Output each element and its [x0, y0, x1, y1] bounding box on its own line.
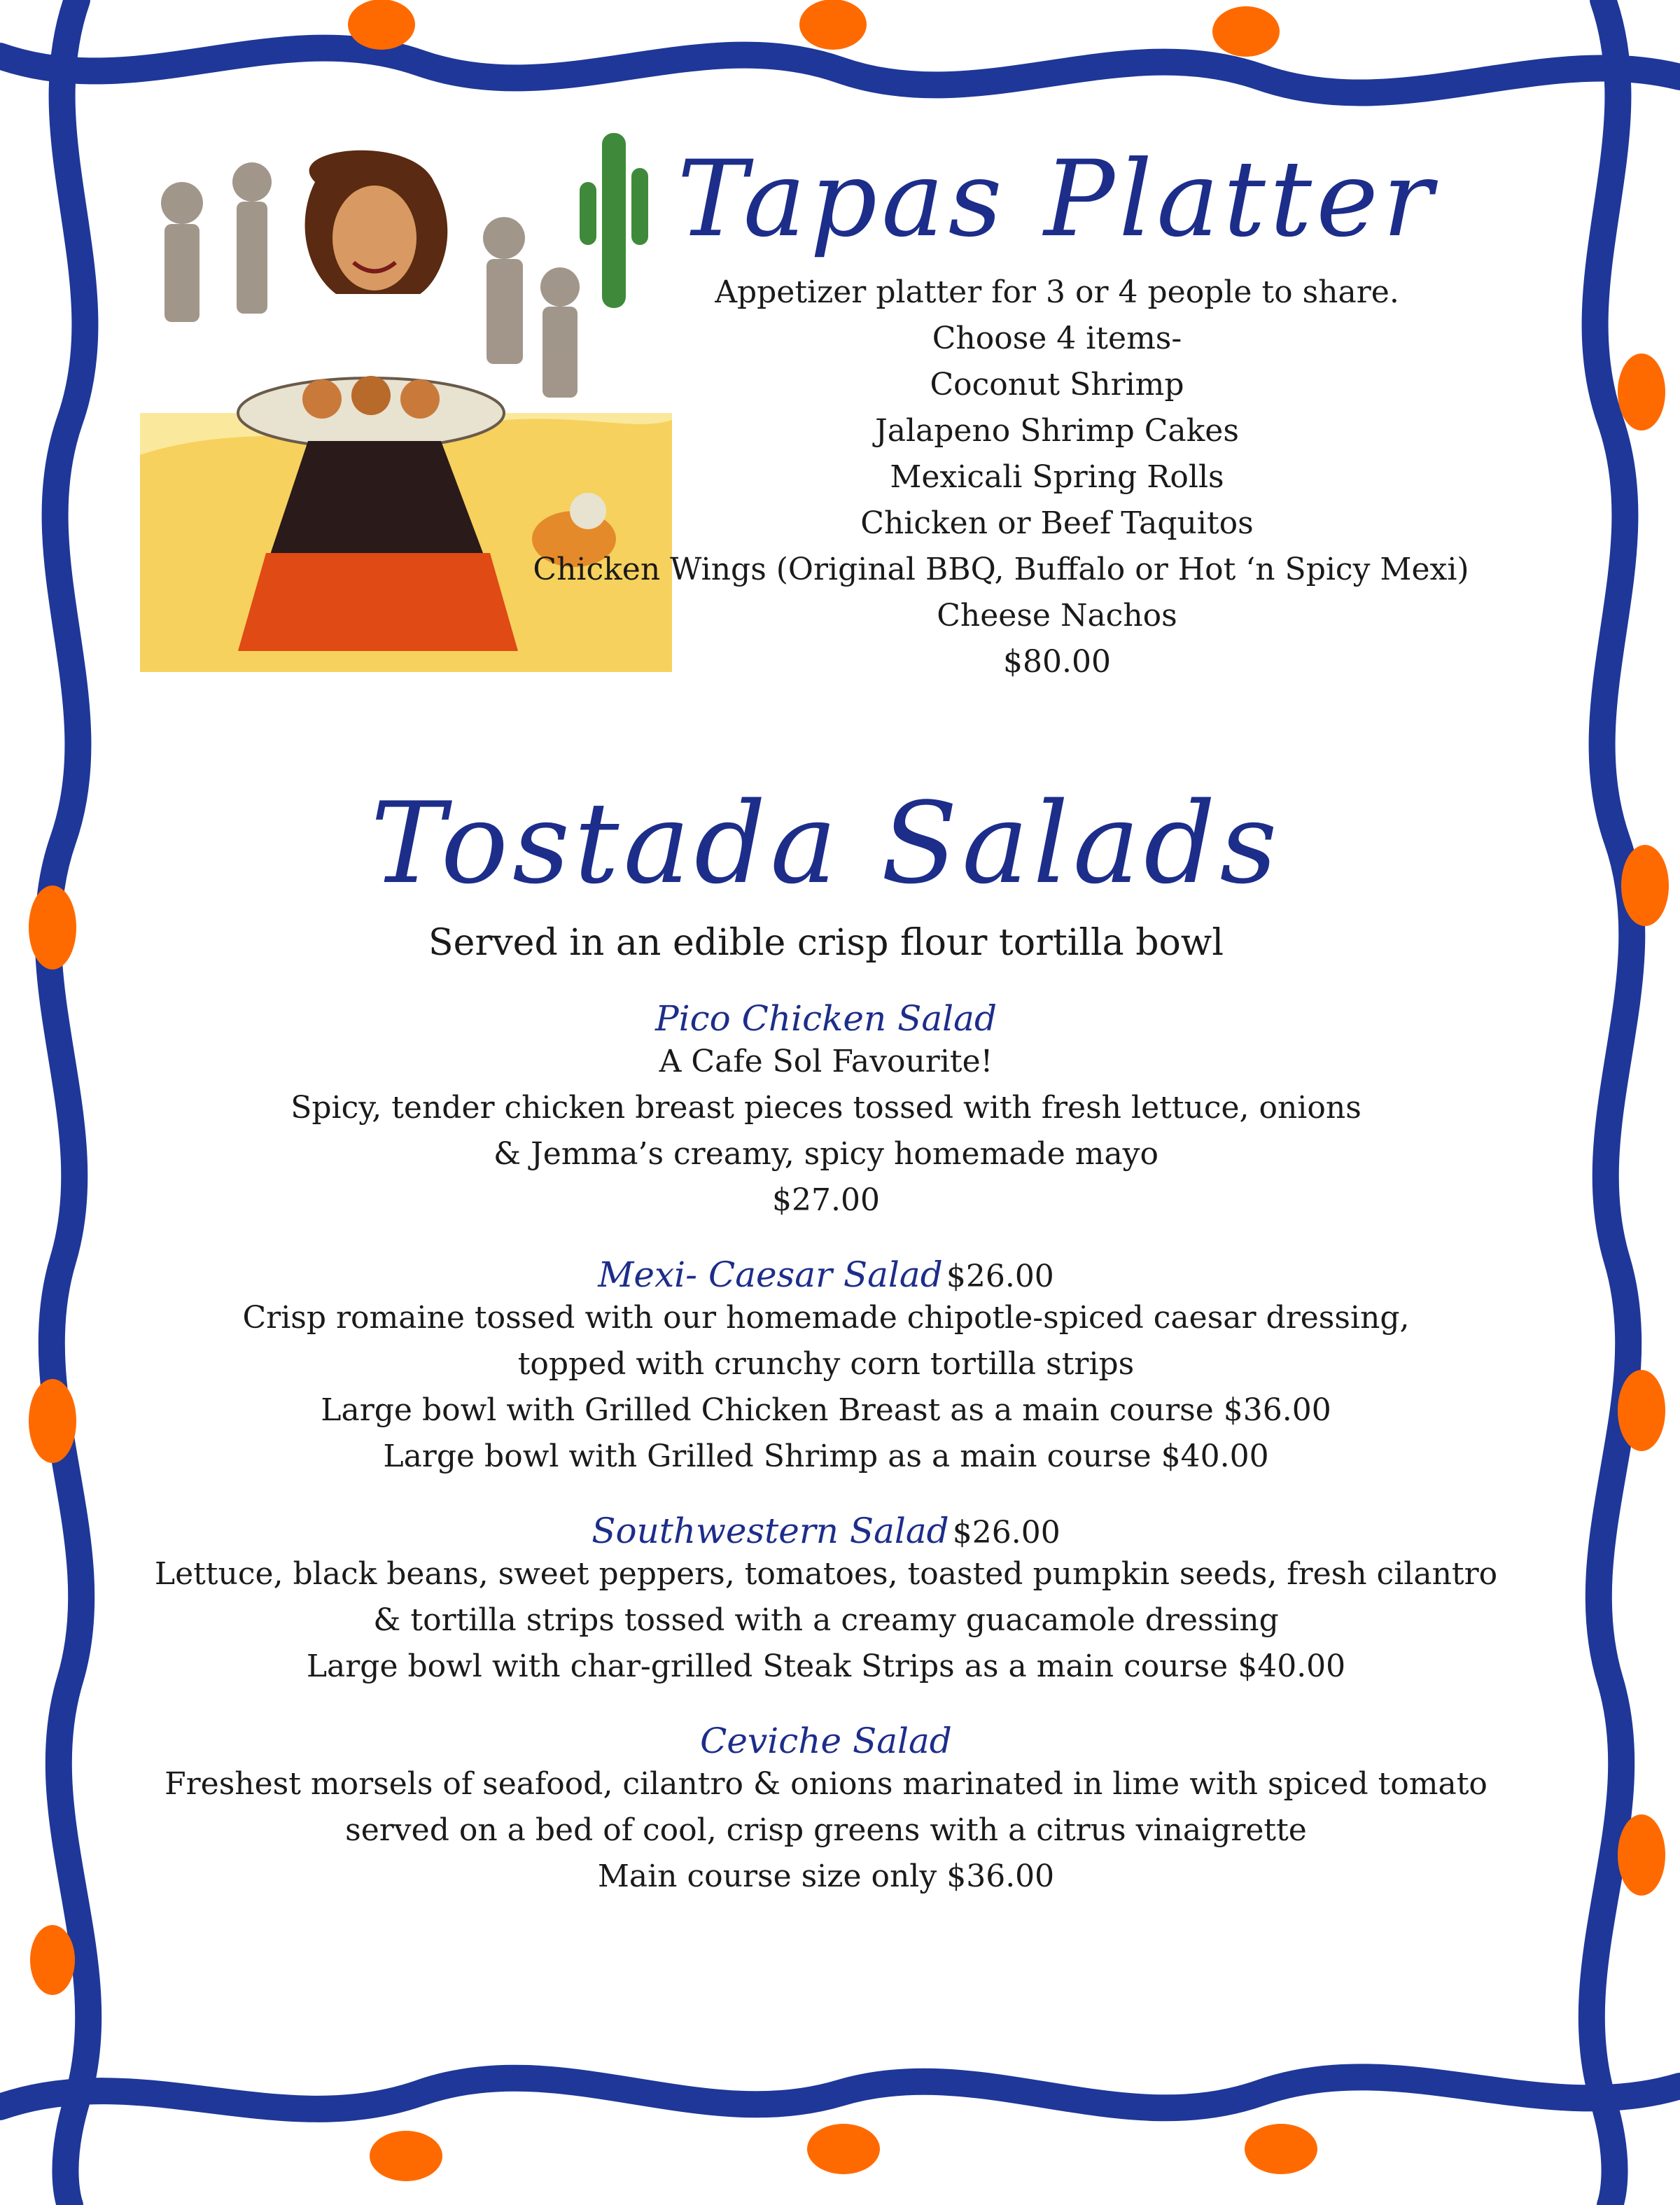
orange-dot [1245, 2124, 1317, 2174]
tapas-item: Chicken or Beef Taquitos [860, 505, 1254, 541]
tostada-subtitle: Served in an edible crisp flour tortilla bowl [428, 922, 1224, 964]
tapas-item: Coconut Shrimp [930, 367, 1184, 402]
orange-dot [1618, 354, 1665, 430]
salad-line: & Jemma’s creamy, spicy homemade mayo [493, 1136, 1159, 1172]
tapas-price: $80.00 [1003, 644, 1111, 680]
orange-dot [30, 1925, 75, 1995]
orange-dot [1212, 6, 1280, 57]
salad-price: $26.00 [946, 1259, 1054, 1294]
tapas-item: Cheese Nachos [937, 598, 1177, 634]
orange-dot [799, 0, 867, 50]
orange-dot [370, 2131, 442, 2181]
tapas-item: Mexicali Spring Rolls [890, 459, 1224, 495]
tapas-intro: Appetizer platter for 3 or 4 people to share. [715, 274, 1399, 310]
salad-price: $27.00 [772, 1182, 880, 1218]
salad-item [0, 1511, 1666, 1690]
salad-line: Spicy, tender chicken breast pieces tossed with fresh lettuce, onions [290, 1090, 1362, 1126]
salad-item [0, 1254, 1666, 1480]
orange-dot [348, 0, 415, 50]
salad-line: & tortilla strips tossed with a creamy guacamole dressing [373, 1602, 1279, 1638]
border-bottom-wave [0, 2077, 1680, 2109]
salad-line: Large bowl with Grilled Shrimp as a main course $40.00 [383, 1438, 1269, 1474]
tapas-title: Tapas Platter [677, 139, 1437, 260]
salad-line: Freshest morsels of seafood, cilantro & onions marinated in lime with spiced tomato [164, 1766, 1488, 1802]
tapas-item: Chicken Wings (Original BBQ, Buffalo or Hot ‘n Spicy Mexi) [533, 552, 1469, 587]
salad-name: Southwestern Salad [592, 1511, 949, 1551]
salad-line: Main course size only $36.00 [597, 1858, 1055, 1894]
orange-dot [807, 2124, 880, 2174]
salad-name: Ceviche Salad [700, 1721, 952, 1761]
salad-line: topped with crunchy corn tortilla strips [517, 1346, 1135, 1382]
salad-line: A Cafe Sol Favourite! [659, 1044, 993, 1079]
salad-name: Pico Chicken Salad [655, 998, 997, 1039]
salad-line: Large bowl with Grilled Chicken Breast as a main course $36.00 [321, 1392, 1331, 1428]
salad-line: Crisp romaine tossed with our homemade chipotle-spiced caesar dressing, [242, 1300, 1410, 1336]
salad-line: served on a bed of cool, crisp greens with a citrus vinaigrette [345, 1812, 1307, 1848]
salad-name: Mexi- Caesar Salad [598, 1254, 943, 1295]
tapas-platter-section [532, 136, 1582, 685]
tostada-salads-section [0, 777, 1666, 1900]
tapas-item: Jalapeno Shrimp Cakes [875, 413, 1239, 449]
salad-line: Large bowl with char-grilled Steak Strips as a main course $40.00 [306, 1648, 1346, 1684]
border-top-wave [0, 48, 1680, 93]
salad-price: $26.00 [952, 1515, 1060, 1550]
salad-item [0, 998, 1666, 1224]
tapas-choose: Choose 4 items- [932, 321, 1182, 356]
salad-line: Lettuce, black beans, sweet peppers, tomatoes, toasted pumpkin seeds, fresh cilantro [154, 1556, 1498, 1592]
salad-item [0, 1721, 1666, 1900]
tostada-title: Tostada Salads [370, 778, 1282, 909]
